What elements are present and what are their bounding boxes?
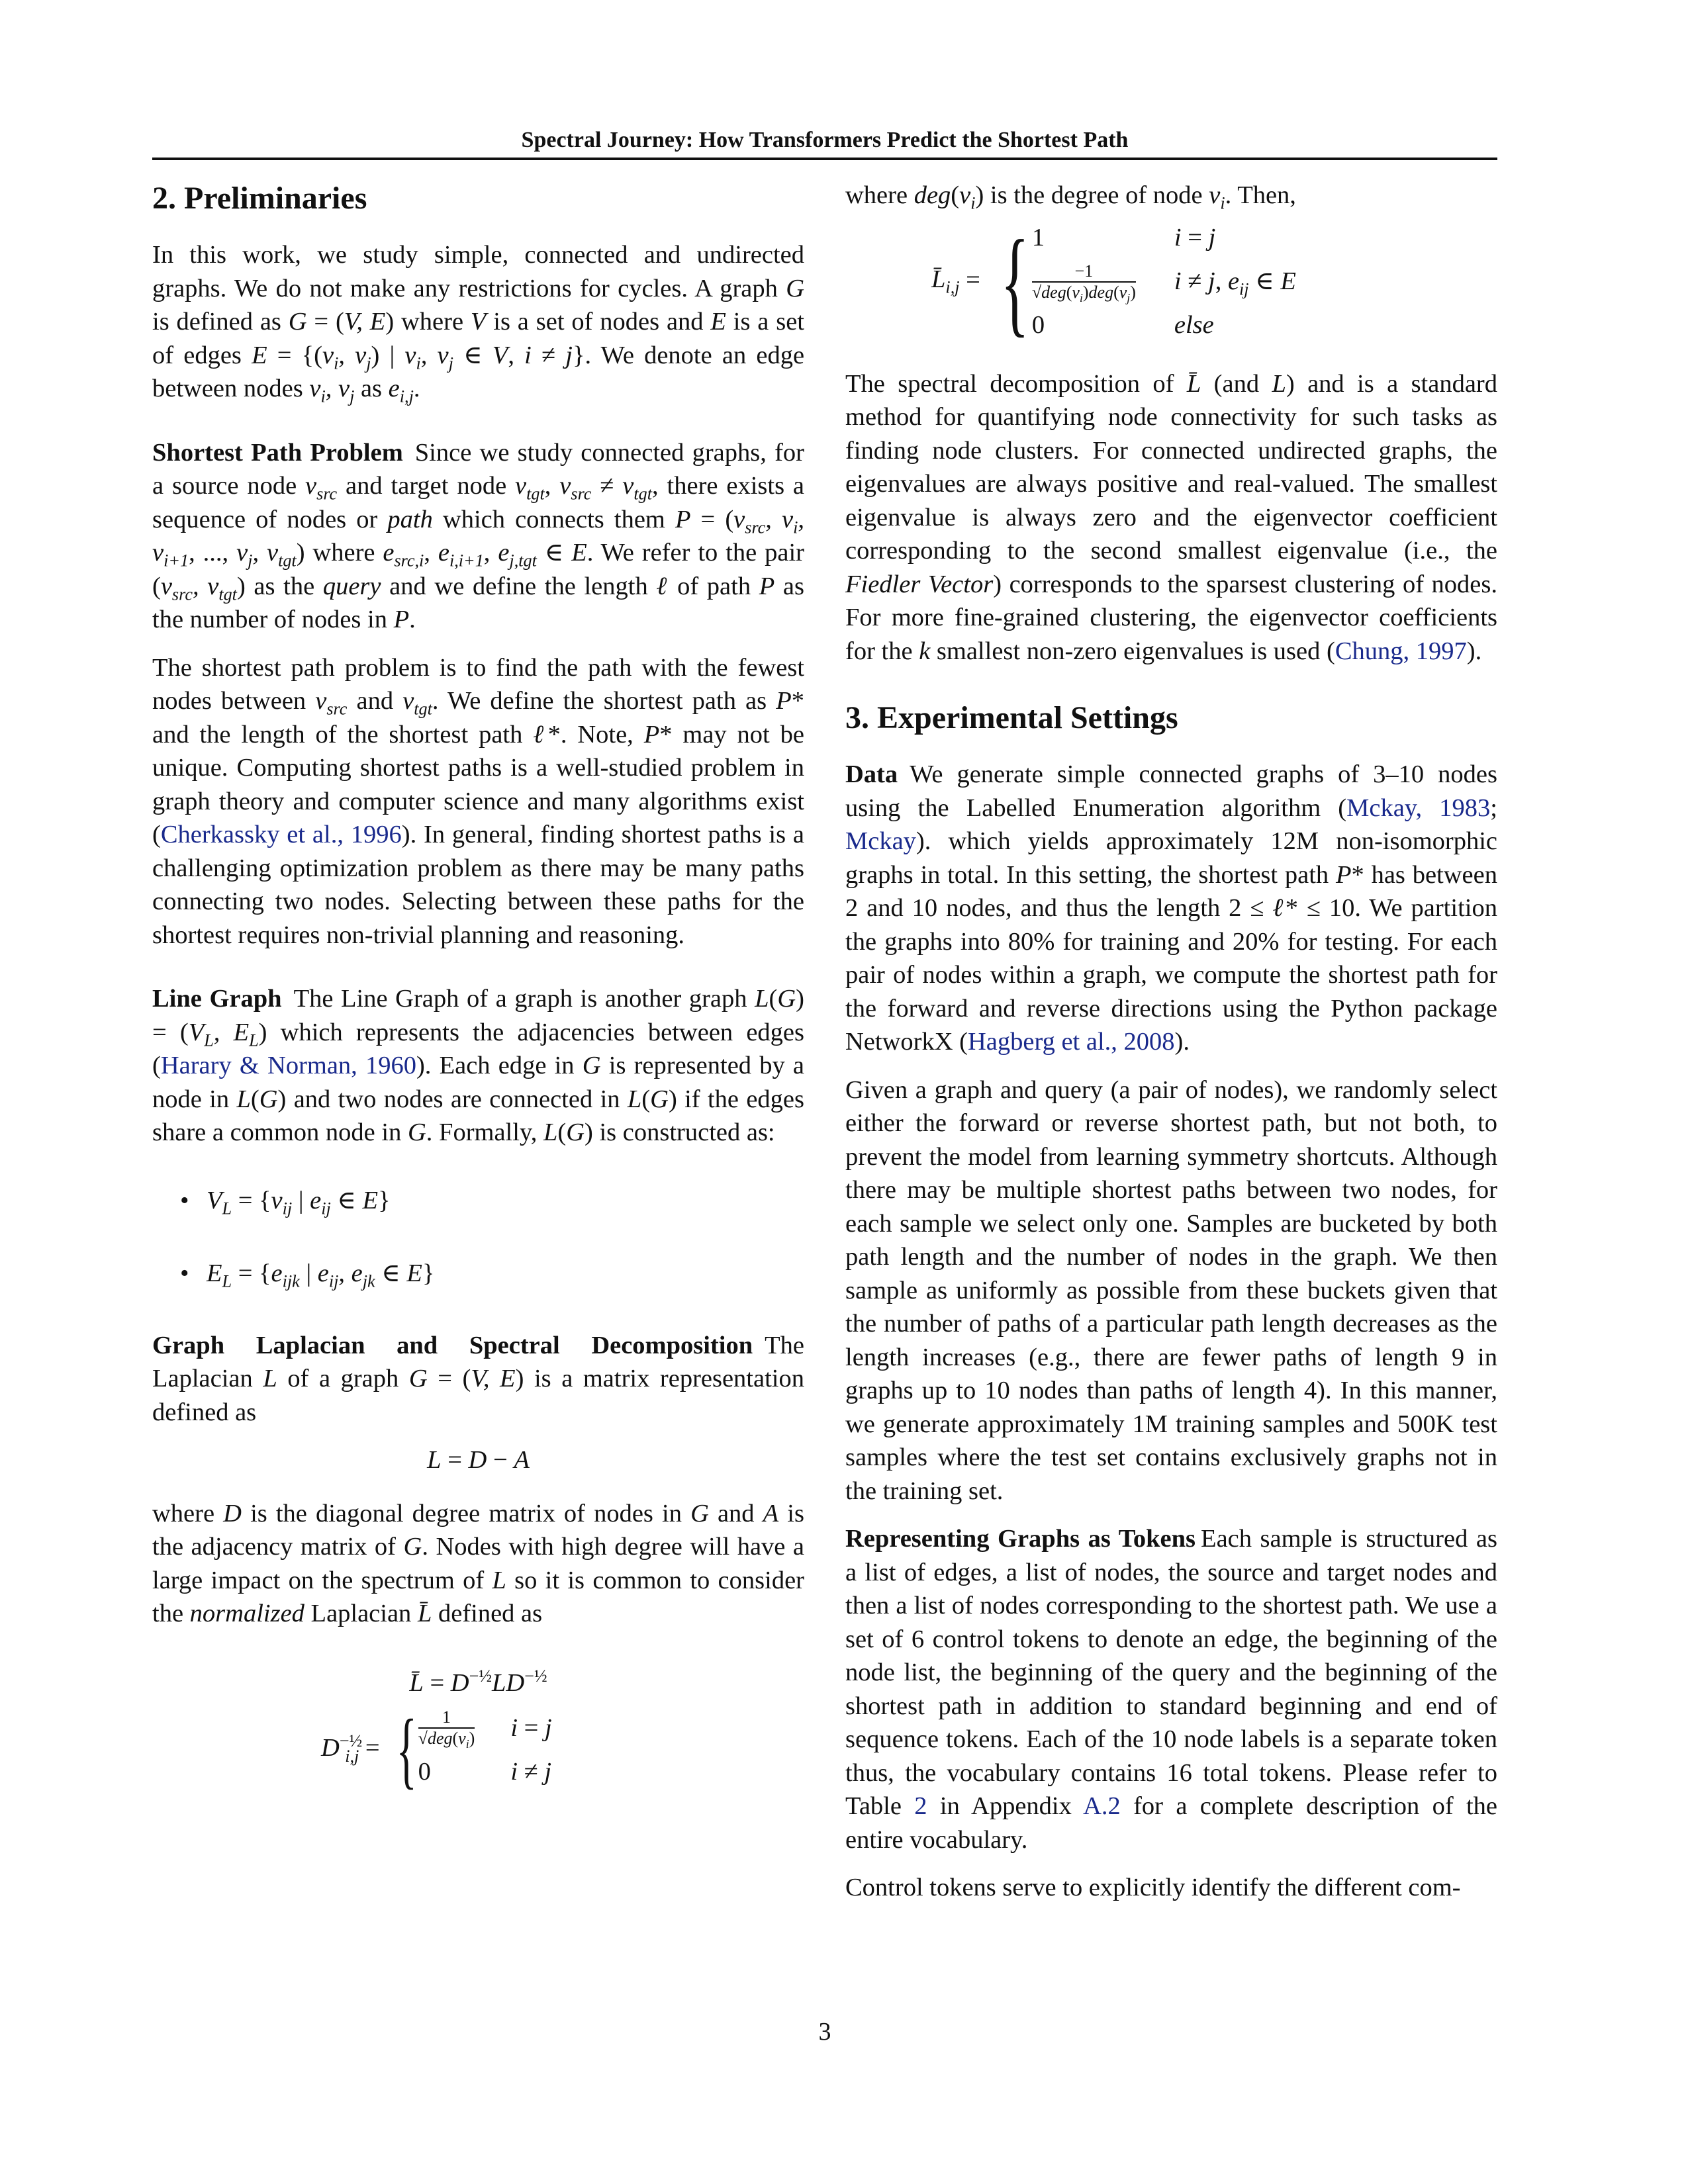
degree-sentence: where $deg(v_i)$ is the degree of node $v_i$. Then, (845, 181, 1296, 213)
equation-degree-matrix: $D^{-\frac{1}{2}}_{i,j}$ = { $\frac{1}{√deg(v_i)}$ i = j 0 i ≠ j (321, 1702, 552, 1797)
equation-laplacian: L = D − A (427, 1446, 530, 1474)
right-column (845, 179, 1497, 1905)
citation-chung[interactable]: Chung, 1997 (1335, 637, 1467, 665)
left-column (152, 179, 805, 1797)
control-tokens-paragraph: Control tokens serve to explicitly identify the different com- (845, 1874, 1461, 1901)
section-title-preliminaries: 2. Preliminaries (152, 181, 367, 216)
citation-cherkassky[interactable]: Cherkassky et al., 1996 (160, 821, 402, 848)
spectral-paragraph: The spectral decomposition of L̄ (and L) and is a standard method for quantifying node connectivity for such tasks as finding node clusters. For connected undirected graphs, the eigenvalues are always positive and real-valued. The smallest eigenvalue is always zero and the eigenvector coefficient corresponding to the second smallest eigenvalue (i.e., the Fiedler Vector) corresponds to the sparsest clustering of nodes. For more fine-grained clustering, the eigenvector coefficients for the k smallest non-zero eigenvalues is used (Chung, 1997). (845, 369, 1497, 665)
citation-harary[interactable]: Harary & Norman, 1960 (160, 1052, 416, 1079)
tokens-heading: Representing Graphs as Tokens (845, 1525, 1196, 1553)
laplacian-paragraph-1: Graph Laplacian and Spectral Decomposition The Laplacian L of a graph G = (V, E) is a matrix representation defined as (152, 1331, 804, 1426)
line-graph-bullets (152, 1184, 804, 1291)
shortest-path-heading: Shortest Path Problem (152, 438, 403, 467)
equation-normalized-entries: $L̄_{i,j}$ = { 1 i = j $\frac{-1}{√deg(v_i)deg(v_j)}$ i ≠ j, $e_{ij}$ ∈ E 0 else (931, 215, 1296, 347)
shortest-path-paragraph-2: The shortest path problem is to find the path with the fewest nodes between $v_{src}$ and $v_{tgt}$. We define the shortest path as P* and the length of the shortest path ℓ*. Note, P* may not be unique. Computing shortest paths is a well-studied problem in graph theory and computer science and many algorithms exist (Cherkassky et al., 1996). In general, finding shortest paths is a challenging optimization problem as there may be many paths connecting two nodes. Selecting between these paths for the shortest requires non-trivial planning and reasoning. (152, 653, 805, 949)
laplacian-paragraph-2: where D is the diagonal degree matrix of nodes in G and A is the adjacency matrix of G. Nodes with high degree will have a large impact on the spectrum of L so it is common to consider the normalized Laplacian L̄ defined as (152, 1499, 804, 1627)
appendix-reference[interactable]: A.2 (1083, 1792, 1121, 1820)
header-rule (152, 158, 1497, 160)
equation-normalized-laplacian: L̄ = $D^{-\frac{1}{2}}LD^{-\frac{1}{2}}$ (409, 1666, 547, 1697)
page-number: 3 (818, 2018, 831, 2046)
citation-mckay[interactable]: Mckay (845, 827, 916, 855)
laplacian-heading: Graph Laplacian and Spectral Decomposition (152, 1331, 753, 1359)
data-heading: Data (845, 760, 898, 788)
data-paragraph-1: Data We generate simple connected graphs of 3–10 nodes using the Labelled Enumeration algorithm (Mckay, 1983; Mckay). which yields approximately 12M non-isomorphic graphs in total. In this setting, the shortest path P* has between 2 and 10 nodes, and thus the length 2 ≤ ℓ* ≤ 10. We partition the graphs into 80% for training and 20% for testing. For each pair of nodes within a graph, we compute the shortest path for the forward and reverse directions using the Python package NetworkX (Hagberg et al., 2008). (845, 760, 1497, 1056)
line-graph-heading: Line Graph (152, 985, 282, 1013)
bullet-vertices: • $V_L = \{v_{ij}$ | $e_{ij}$ ∈ E} (180, 1184, 804, 1218)
section-title-experimental: 3. Experimental Settings (845, 700, 1178, 735)
citation-mckay-1983[interactable]: Mckay, 1983 (1346, 794, 1491, 822)
line-graph-paragraph: Line Graph The Line Graph of a graph is another graph $L(G) = (V_L$, $E_L$) which represents the adjacencies between edges (Harary & Norman, 1960). Each edge in G is represented by a node in L(G) and two nodes are connected in L(G) if the edges share a common node in G. Formally, L(G) is constructed as: (152, 985, 804, 1146)
bullet-edges: • $E_L = \{e_{ijk}$ | $e_{ij}$, $e_{jk}$ ∈ E} (180, 1257, 804, 1291)
data-paragraph-2: Given a graph and query (a pair of nodes), we randomly select either the forward or reverse shortest path, but not both, to prevent the model from learning symmetry shortcuts. Although there may be multiple shortest paths between two nodes, for each sample we select only one. Samples are bucketed by both path length and the number of nodes in the graph. We then sample as uniformly as possible from these buckets given that the number of paths of a particular path length decreases as the length increases (e.g., there are fewer paths of length 9 in graphs up to 10 nodes than paths of length 4). In this manner, we generate approximately 1M training samples and 500K test samples where the test set contains exclusively graphs not in the training set. (845, 1075, 1497, 1505)
running-title: Spectral Journey: How Transformers Predict the Shortest Path (521, 128, 1129, 152)
citation-hagberg[interactable]: Hagberg et al., 2008 (967, 1028, 1175, 1056)
table-reference[interactable]: 2 (914, 1792, 927, 1820)
tokens-paragraph: Representing Graphs as Tokens Each sample is structured as a list of edges, a list of nodes, the source and target nodes and then a list of nodes corresponding to the shortest path. We use a set of 6 control tokens to denote an edge, the beginning of the node list, the beginning of the query and the beginning of the shortest path in addition to standard beginning and end of sequence tokens. Each of the 10 node labels is a separate token thus, the vocabulary contains 16 total tokens. Please refer to Table 2 in Appendix A.2 for a complete description of the entire vocabulary. (845, 1525, 1498, 1854)
intro-paragraph: In this work, we study simple, connected and undirected graphs. We do not make any restrictions for cycles. A graph G is defined as G = (V, E) where V is a set of nodes and E is a set of edges $E = \{(v_i$, $v_j$) | $v_i$, $v_j$ ∈ V, i ≠ j}. We denote an edge between nodes $v_i$, $v_j$ as $e_{i,j}$. (152, 241, 805, 406)
shortest-path-paragraph-1: Shortest Path Problem Since we study connected graphs, for a source node $v_{src}$ and target node $v_{tgt}$, $v_{src} \ne v_{tgt}$, there exists a sequence of nodes or path which connects them $P = (v_{src}$, $v_i$, $v_{i+1}$, ..., $v_j$, $v_{tgt}$) where $e_{src,i}$, $e_{i,i+1}$, $e_{j,tgt}$ ∈ E. We refer to the pair ($v_{src}$, $v_{tgt}$) as the query and we define the length ℓ of path P as the number of nodes in P. (152, 438, 805, 633)
